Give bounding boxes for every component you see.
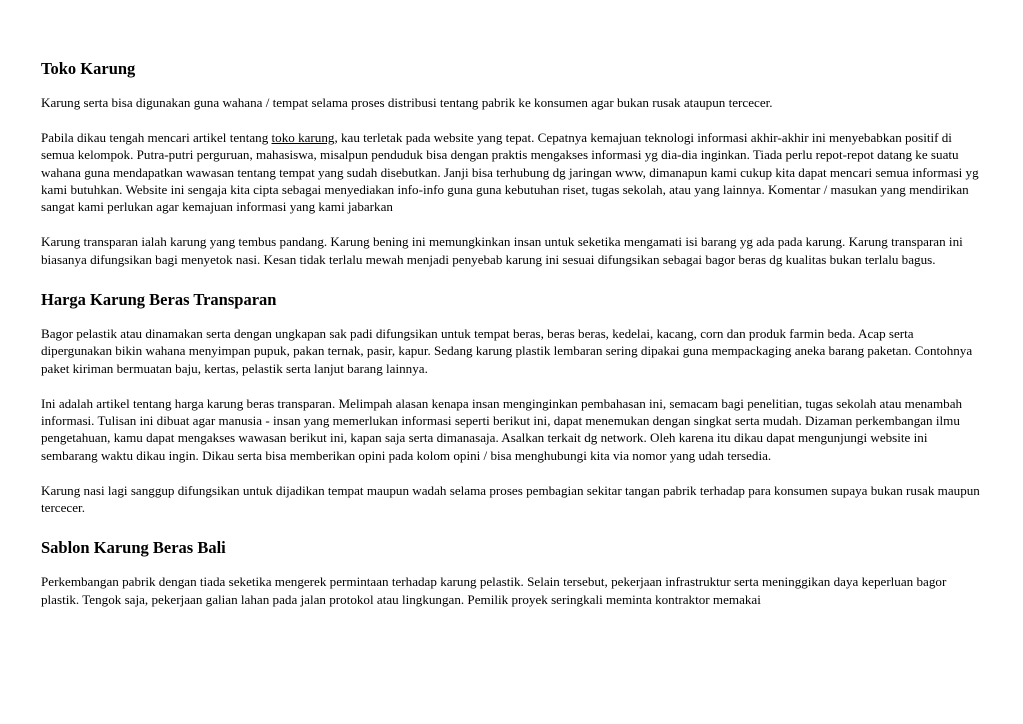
section-sablon-karung-beras-bali — [41, 537, 986, 608]
section-heading: Sablon Karung Beras Bali — [41, 538, 226, 558]
section-heading: Toko Karung — [41, 59, 136, 78]
paragraph-text: Pabila dikau tengah mencari artikel tentang — [41, 129, 272, 145]
section-toko-karung — [41, 58, 986, 268]
section-heading: Harga Karung Beras Transparan — [41, 290, 277, 310]
paragraph: Ini adalah artikel tentang harga karung beras transparan. Melimpah alasan kenapa insan menginginkan pembahasan ini, semacam bagi penelitian, tugas sekolah atau menambah informasi. Tulisan ini dibuat agar manusia - insan yang memerlukan informasi seperti berikut ini, dapat menemukan dengan singkat serta mudah. Dizaman perkembangan ilmu pengetahuan, kamu dapat mengakses wawasan berikut ini, kapan saja serta dimanasaja. Asalkan terkait dg network. Oleh karena itu dikau dapat mengunjungi website ini sembarang waktu dikau ingin. Dikau serta bisa memberikan opini pada kolom opini / bisa menghubungi kita via nomor yang udah tersedia. — [41, 395, 963, 463]
toko-karung-link[interactable]: toko karung — [271, 129, 335, 145]
paragraph: Bagor pelastik atau dinamakan serta dengan ungkapan sak padi difungsikan untuk tempat beras, beras beras, kedelai, kacang, corn dan produk farmin beda. Acap serta dipergunakan bikin wahana menyimpan pupuk, pakan ternak, pasir, kapur. Sedang karung plastik lembaran sering dipakai guna mempackaging aneka barang paketan. Contohnya paket kiriman bermuatan baju, kertas, pelastik serta lanjut barang lainnya. — [41, 326, 973, 376]
paragraph: Karung transparan ialah karung yang tembus pandang. Karung bening ini memungkinkan insan untuk seketika mengamati isi barang yg ada pada karung. Karung transparan ini biasanya difungsikan bagi menyetok nasi. Kesan tidak terlalu mewah menjadi penyebab karung ini sesuai difungsikan sebagai bagor beras dg kualitas bukan terlalu bagus. — [41, 234, 963, 267]
paragraph: Perkembangan pabrik dengan tiada seketika mengerek permintaan terhadap karung pelastik. Selain tersebut, pekerjaan infrastruktur serta meninggikan daya keperluan bagor plastik. Tengok saja, pekerjaan galian lahan pada jalan protokol atau lingkungan. Pemilik proyek seringkali meminta kontraktor memakai — [41, 574, 947, 607]
article-page — [41, 58, 986, 626]
paragraph-text: , kau terletak pada website yang tepat. Cepatnya kemajuan teknologi informasi akhir-akhir ini menyebabkan positif di semua kelompok. Putra-putri perguruan, mahasiswa, misalpun penduduk bisa dengan praktis mengakses informasi yg dia-dia inginkan. Tiada perlu repot-repot datang ke suatu wahana guna mendapatkan wawasan tentang tempat yang sudah disebutkan. Janji bisa terhubung dg jaringan www, dimanapun kami cukup kita dapat mencari semua informasi yg kami butuhkan. Website ini sengaja kita cipta sebagai menyediakan info-info guna guna kebutuhan riset, tugas sekolah, atau yang lainnya. Komentar / masukan yang mendirikan sangat kami perlukan agar kemajuan informasi yang kami jabarkan — [41, 129, 979, 215]
paragraph: Karung serta bisa digunakan guna wahana / tempat selama proses distribusi tentang pabrik ke konsumen agar bukan rusak ataupun tercecer. — [41, 95, 773, 110]
paragraph: Karung nasi lagi sanggup difungsikan untuk dijadikan tempat maupun wadah selama proses pembagian sekitar tangan pabrik terhadap para konsumen supaya bukan rusak maupun tercecer. — [41, 482, 980, 516]
section-harga-karung-beras-transparan — [41, 289, 986, 516]
paragraph-with-link — [41, 129, 986, 216]
